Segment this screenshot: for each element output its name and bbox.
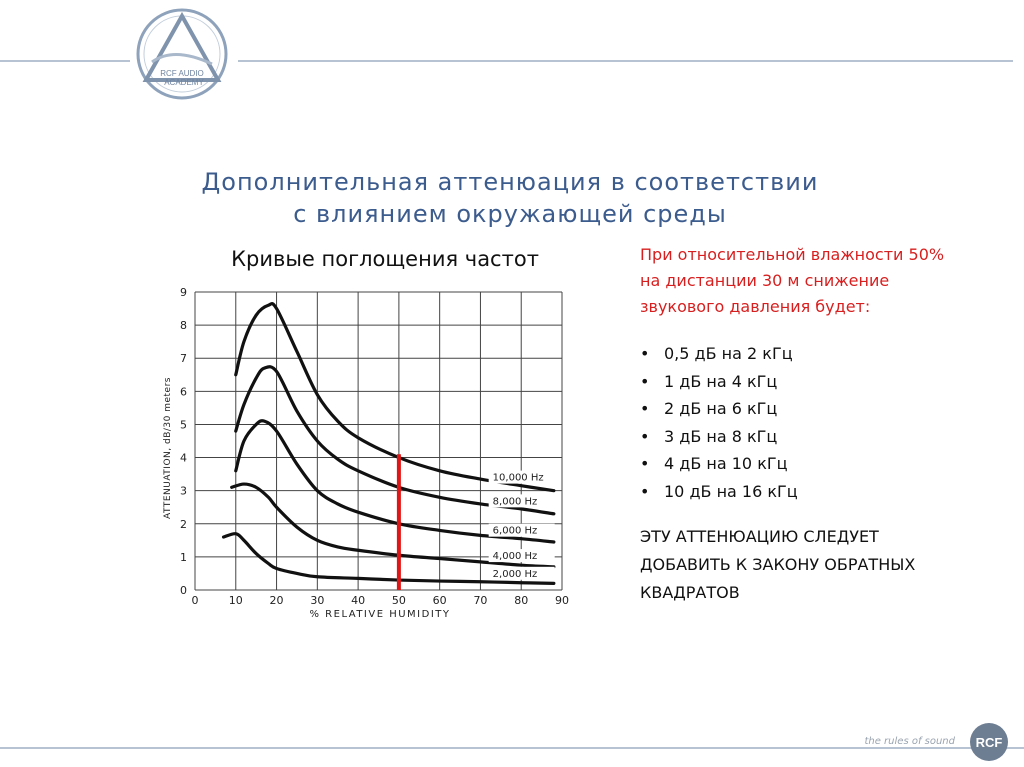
list-item xyxy=(640,340,1000,368)
header-divider-left xyxy=(0,60,130,62)
footer-divider xyxy=(0,747,1024,749)
x-tick-label: 90 xyxy=(555,594,569,607)
y-tick-label: 2 xyxy=(180,517,187,531)
y-tick-label: 1 xyxy=(180,550,187,564)
x-tick-label: 20 xyxy=(269,594,284,607)
x-tick-label: 40 xyxy=(351,594,366,607)
series-label: 4,000 Hz xyxy=(492,551,538,563)
note-text xyxy=(640,242,1000,320)
series-label: 6,000 Hz xyxy=(492,525,538,537)
series-label: 2,000 Hz xyxy=(492,568,538,580)
conclusion-text: ЭТУ АТТЕНЮАЦИЮ СЛЕДУЕТ ДОБАВИТЬ К ЗАКОНУ ОБРАТНЫХ КВАДРАТОВ xyxy=(640,527,916,602)
y-tick-label: 8 xyxy=(180,319,187,333)
x-axis-label: % RELATIVE HUMIDITY xyxy=(309,609,451,620)
y-tick-label: 6 xyxy=(180,385,187,399)
curve-10000-hz xyxy=(236,304,554,491)
x-tick-label: 70 xyxy=(473,594,488,607)
note-line1: При относительной влажности 50% xyxy=(640,245,945,264)
attenuation-list xyxy=(640,340,1000,505)
slide-title-line2: с влиянием окружающей среды xyxy=(293,200,727,228)
list-item-text: 0,5 дБ на 2 кГц xyxy=(664,344,793,363)
y-tick-label: 0 xyxy=(180,584,187,597)
y-tick-label: 3 xyxy=(180,484,187,498)
x-tick-label: 80 xyxy=(514,594,529,607)
footer-slogan: the rules of sound xyxy=(855,736,959,747)
chart-curves xyxy=(224,304,554,584)
attenuation-chart xyxy=(150,280,580,630)
note-panel xyxy=(640,242,1000,607)
bullet-icon: • xyxy=(640,344,650,363)
x-tick-label: 0 xyxy=(191,594,199,607)
list-item xyxy=(640,450,1000,478)
series-label: 10,000 Hz xyxy=(492,472,544,484)
list-item-text: 1 дБ на 4 кГц xyxy=(664,371,778,391)
list-item-text: 4 дБ на 10 кГц xyxy=(664,454,788,473)
slide-title xyxy=(160,166,860,230)
x-tick-label: 30 xyxy=(310,594,325,607)
note-line2: на дистанции 30 м снижение xyxy=(640,271,890,290)
header-divider-right xyxy=(238,60,1013,62)
slide-title-line1: Дополнительная аттенюация в соответствии xyxy=(201,168,819,196)
bullet-icon: • xyxy=(640,481,650,501)
note-line3: звукового давления будет: xyxy=(640,297,871,316)
list-item-text: 2 дБ на 6 кГц xyxy=(664,399,778,418)
logo-text-line1: RCF AUDIO xyxy=(160,69,204,78)
rcf-academy-logo xyxy=(134,6,230,102)
bullet-icon: • xyxy=(640,399,650,418)
y-axis-label: ATTENUATION, dB/30 meters xyxy=(163,377,173,519)
y-tick-label: 7 xyxy=(180,352,187,366)
list-item xyxy=(640,423,1000,451)
series-label: 8,000 Hz xyxy=(492,496,538,508)
rcf-logo-text: RCF xyxy=(975,735,1003,750)
rcf-logo xyxy=(966,722,1012,762)
x-tick-label: 50 xyxy=(391,594,406,607)
list-item xyxy=(640,478,1000,506)
logo-text-line2: ACADEMY xyxy=(164,78,204,87)
y-tick-label: 5 xyxy=(180,418,187,432)
chart-title: Кривые поглощения частот xyxy=(231,247,539,271)
list-item xyxy=(640,368,1000,396)
list-item xyxy=(640,395,1000,423)
y-tick-label: 9 xyxy=(180,286,187,299)
x-tick-label: 60 xyxy=(432,594,447,607)
x-tick-label: 10 xyxy=(228,594,243,607)
y-tick-label: 4 xyxy=(180,451,187,465)
bullet-icon: • xyxy=(640,371,650,391)
list-item-text: 3 дБ на 8 кГц xyxy=(664,426,778,446)
bullet-icon: • xyxy=(640,426,650,446)
list-item-text: 10 дБ на 16 кГц xyxy=(664,481,798,501)
bullet-icon: • xyxy=(640,454,650,473)
